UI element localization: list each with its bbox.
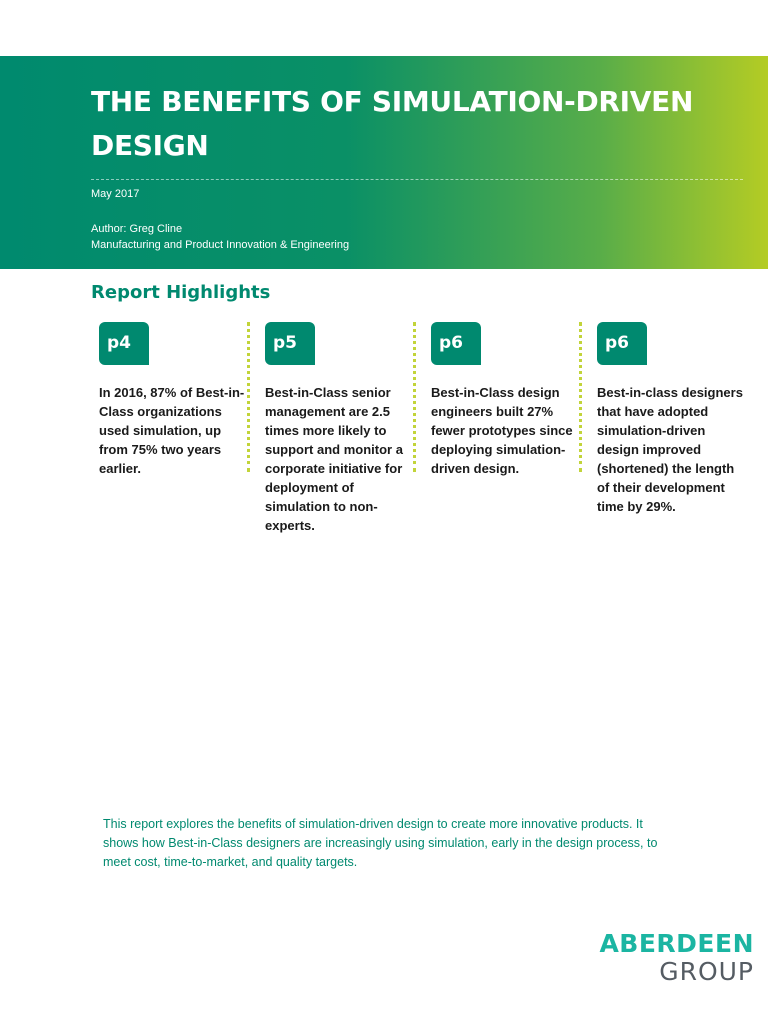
aberdeen-group-logo [599,930,754,986]
highlight-item [99,322,247,478]
logo-line-2: GROUP [659,957,754,986]
page-tab: p6 [431,322,481,365]
highlight-item [431,322,579,478]
column-divider [413,322,416,472]
report-title: THE BENEFITS OF SIMULATION-DRIVEN DESIGN [91,85,694,162]
page-tab: p4 [99,322,149,365]
highlight-text: Best-in-class designers that have adopted simulation-driven design improved (shortened) the length of their development time by 29%. [597,385,743,514]
highlights-heading: Report Highlights [91,282,271,303]
practice-area: Manufacturing and Product Innovation & Engineering [91,239,350,251]
column-divider [579,322,582,472]
author-name: Author: Greg Cline [91,223,183,235]
report-summary: This report explores the benefits of simulation-driven design to create more innovative products. It shows how Best-in-Class designers are increasingly using simulation, early in the design process, to meet cost, time-to-market, and quality targets. [103,817,658,869]
column-divider [247,322,250,472]
highlight-text: In 2016, 87% of Best-in-Class organizations used simulation, up from 75% two years earlier. [99,385,245,476]
page-tab: p5 [265,322,315,365]
highlight-item [597,322,745,516]
logo-line-1: ABERDEEN [599,929,754,958]
highlight-text: Best-in-Class senior management are 2.5 times more likely to support and monitor a corporate initiative for deployment of simulation to non-experts. [265,385,403,533]
banner-divider [91,179,743,180]
page-tab: p6 [597,322,647,365]
author-block [91,221,349,253]
publication-date: May 2017 [91,188,140,200]
highlight-item [265,322,413,535]
highlight-text: Best-in-Class design engineers built 27% fewer prototypes since deploying simulation-driven design. [431,385,573,476]
